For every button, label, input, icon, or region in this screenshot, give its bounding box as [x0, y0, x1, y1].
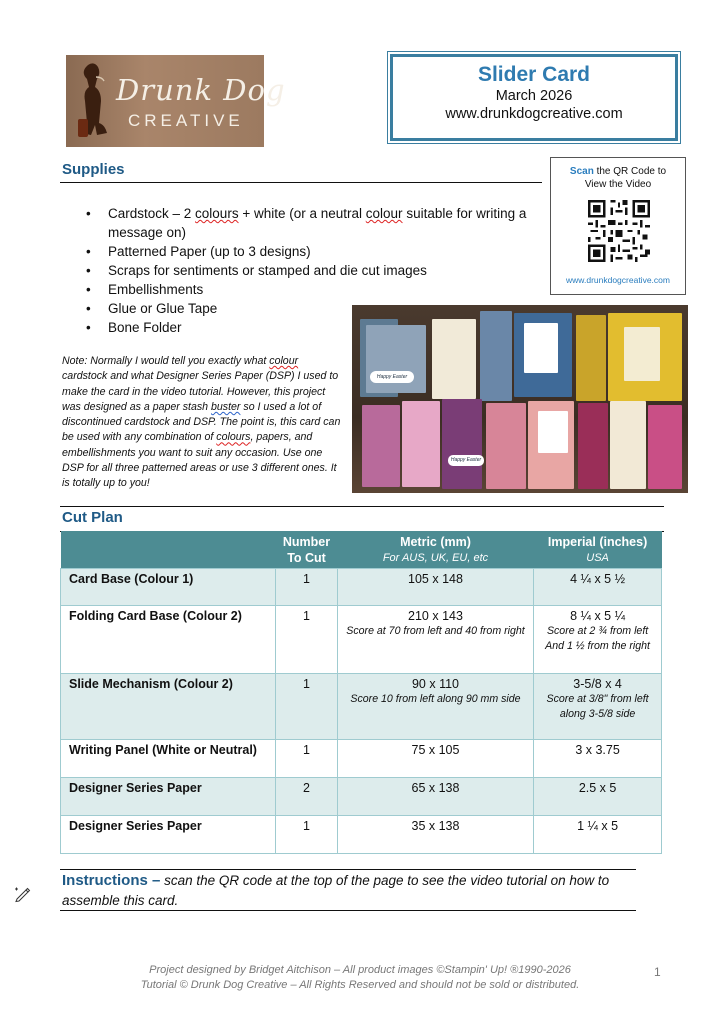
- qr-code-icon[interactable]: [588, 200, 650, 262]
- cell-item: Folding Card Base (Colour 2): [61, 605, 276, 673]
- cell-metric: [337, 605, 533, 673]
- instructions-text: scan the QR code at the top of the page to see the video tutorial on how to assemble this card.: [62, 873, 610, 908]
- supplies-heading: [60, 159, 542, 183]
- supplies-heading-text: Supplies: [62, 161, 125, 178]
- card-panel: [538, 411, 568, 453]
- cell-metric: 75 x 105: [337, 739, 533, 777]
- header-imperial: Imperial (inches): [547, 535, 648, 549]
- header-metric: Metric (mm): [400, 535, 471, 549]
- note-text: , papers, and embellishments you want to suit any occasion. Use one DSP for all three patterned areas or use 3 different ones. It is totally up to you!: [62, 431, 337, 490]
- header-cell-number: [276, 531, 338, 568]
- cell-item: Designer Series Paper: [61, 777, 276, 815]
- cell-item: Slide Mechanism (Colour 2): [61, 673, 276, 739]
- cell-imperial-value: 8 ¼ x 5 ¼: [570, 608, 626, 623]
- sentiment-label: Happy Easter: [370, 371, 414, 383]
- pen-edit-icon[interactable]: [14, 886, 32, 902]
- logo-text-bottom: CREATIVE: [128, 111, 244, 130]
- cut-plan-table: [60, 531, 662, 854]
- card-panel: [578, 403, 608, 489]
- cell-qty: 1: [276, 815, 338, 853]
- qr-caption-scan: Scan: [569, 166, 594, 177]
- card-panel: [362, 405, 400, 487]
- cell-metric-note: Score at 70 from left and 40 from right: [346, 624, 525, 637]
- table-row: [61, 739, 662, 777]
- spellcheck-word: colours: [216, 431, 251, 444]
- card-panel: [524, 323, 558, 373]
- list-item-text: + white (or a neutral: [238, 206, 366, 221]
- list-item: • Embellishments: [80, 280, 550, 299]
- spellcheck-word: colour: [269, 355, 299, 367]
- card-panel: [480, 311, 512, 401]
- header-metric-sub: For AUS, UK, EU, etc: [382, 552, 489, 564]
- cell-imperial: [534, 605, 662, 673]
- cell-imperial-note: Score at 3/8" from left along 3-5/8 side: [546, 692, 649, 720]
- cell-metric: 105 x 148: [337, 568, 533, 605]
- qr-box: [550, 157, 686, 295]
- table-row: [61, 673, 662, 739]
- list-item-text: suitable for writing a message on): [108, 206, 527, 240]
- page-number: 1: [654, 965, 661, 979]
- cell-imperial-note: Score at 2 ¾ from left And 1 ½ from the right: [545, 624, 650, 652]
- table-row: [61, 777, 662, 815]
- logo-text-top: Drunk Dog: [116, 73, 286, 107]
- spellcheck-word: buster: [211, 400, 241, 413]
- cell-item: Card Base (Colour 1): [61, 568, 276, 605]
- header-number-line2: To Cut: [287, 551, 326, 565]
- cell-metric: [337, 673, 533, 739]
- page-date: March 2026: [495, 88, 573, 104]
- qr-caption: [551, 165, 685, 191]
- cell-imperial-value: 3-5/8 x 4: [573, 676, 622, 691]
- cell-imperial: 3 x 3.75: [534, 739, 662, 777]
- cell-qty: 1: [276, 568, 338, 605]
- note-text: cardstock and what Designer Series Paper (DSP) I used to make the card in the video tutorial. However, this project was designed as a paper stash: [62, 370, 339, 413]
- cell-qty: 1: [276, 673, 338, 739]
- product-photo: [352, 305, 688, 493]
- cut-plan-heading: [60, 506, 664, 532]
- header-cell-imperial: [534, 531, 662, 568]
- header-number-line1: Number: [282, 535, 331, 549]
- cell-imperial: 4 ¼ x 5 ½: [534, 568, 662, 605]
- instructions-heading: Instructions –: [62, 872, 161, 889]
- cell-metric-value: 210 x 143: [408, 608, 463, 623]
- note-paragraph: [62, 354, 344, 492]
- sentiment-label: Happy Easter: [448, 455, 484, 466]
- header-imperial-sub: USA: [586, 552, 609, 564]
- qr-site-url[interactable]: www.drunkdogcreative.com: [566, 275, 670, 285]
- footer-line-2: Tutorial © Drunk Dog Creative – All Rights Reserved and should not be sold or distributed.: [140, 979, 580, 991]
- dog-illustration-icon: [70, 59, 116, 145]
- list-item-text: Cardstock – 2: [108, 206, 196, 221]
- card-panel: [486, 403, 526, 489]
- spellcheck-word: colour: [365, 206, 403, 221]
- table-row: [61, 815, 662, 853]
- cell-metric: 65 x 138: [337, 777, 533, 815]
- spellcheck-word: colours: [195, 206, 239, 221]
- list-item: • Scraps for sentiments or stamped and die cut images: [80, 261, 550, 280]
- list-item: • Bone Folder: [80, 318, 550, 337]
- note-text: Note: Normally I would tell you exactly what: [62, 355, 270, 367]
- table-row: [61, 568, 662, 605]
- title-box: [390, 54, 678, 141]
- cell-metric-value: 90 x 110: [411, 676, 459, 691]
- cell-metric: 35 x 138: [337, 815, 533, 853]
- cell-imperial: [534, 673, 662, 739]
- cell-metric-note: Score 10 from left along 90 mm side: [350, 692, 521, 705]
- card-panel: [576, 315, 606, 401]
- page-footer: [100, 963, 620, 993]
- header-cell-item: [61, 531, 276, 568]
- card-panel: [648, 405, 682, 489]
- card-panel: [432, 319, 476, 399]
- qr-caption-rest: the QR Code to: [593, 166, 667, 177]
- cell-item: Designer Series Paper: [61, 815, 276, 853]
- card-panel: [402, 401, 440, 487]
- instructions-block: [60, 869, 636, 911]
- cell-qty: 1: [276, 739, 338, 777]
- cell-imperial: 1 ¼ x 5: [534, 815, 662, 853]
- footer-line-1: Project designed by Bridget Aitchison – All product images ©Stampin' Up! ®1990-2026: [149, 964, 571, 976]
- cell-qty: 2: [276, 777, 338, 815]
- card-panel: [610, 401, 646, 489]
- cell-qty: 1: [276, 605, 338, 673]
- page-url[interactable]: www.drunkdogcreative.com: [445, 106, 623, 122]
- cell-imperial: 2.5 x 5: [534, 777, 662, 815]
- list-item: • Glue or Glue Tape: [80, 299, 550, 318]
- qr-caption-line2: View the Video: [584, 179, 652, 190]
- page-title: Slider Card: [477, 63, 591, 86]
- card-panel: [442, 399, 482, 489]
- table-row: [61, 605, 662, 673]
- list-item: • Patterned Paper (up to 3 designs): [80, 242, 550, 261]
- card-panel: [624, 327, 660, 381]
- table-header-row: [61, 531, 662, 568]
- logo: [66, 55, 286, 147]
- cut-plan-heading-text: Cut Plan: [62, 509, 123, 526]
- note-text: so I used a lot of discontinued cardstock and DSP. The point is, this card can be used with any combination of: [62, 400, 341, 444]
- header-cell-metric: [337, 531, 533, 568]
- cell-item: Writing Panel (White or Neutral): [61, 739, 276, 777]
- list-item: [80, 204, 550, 242]
